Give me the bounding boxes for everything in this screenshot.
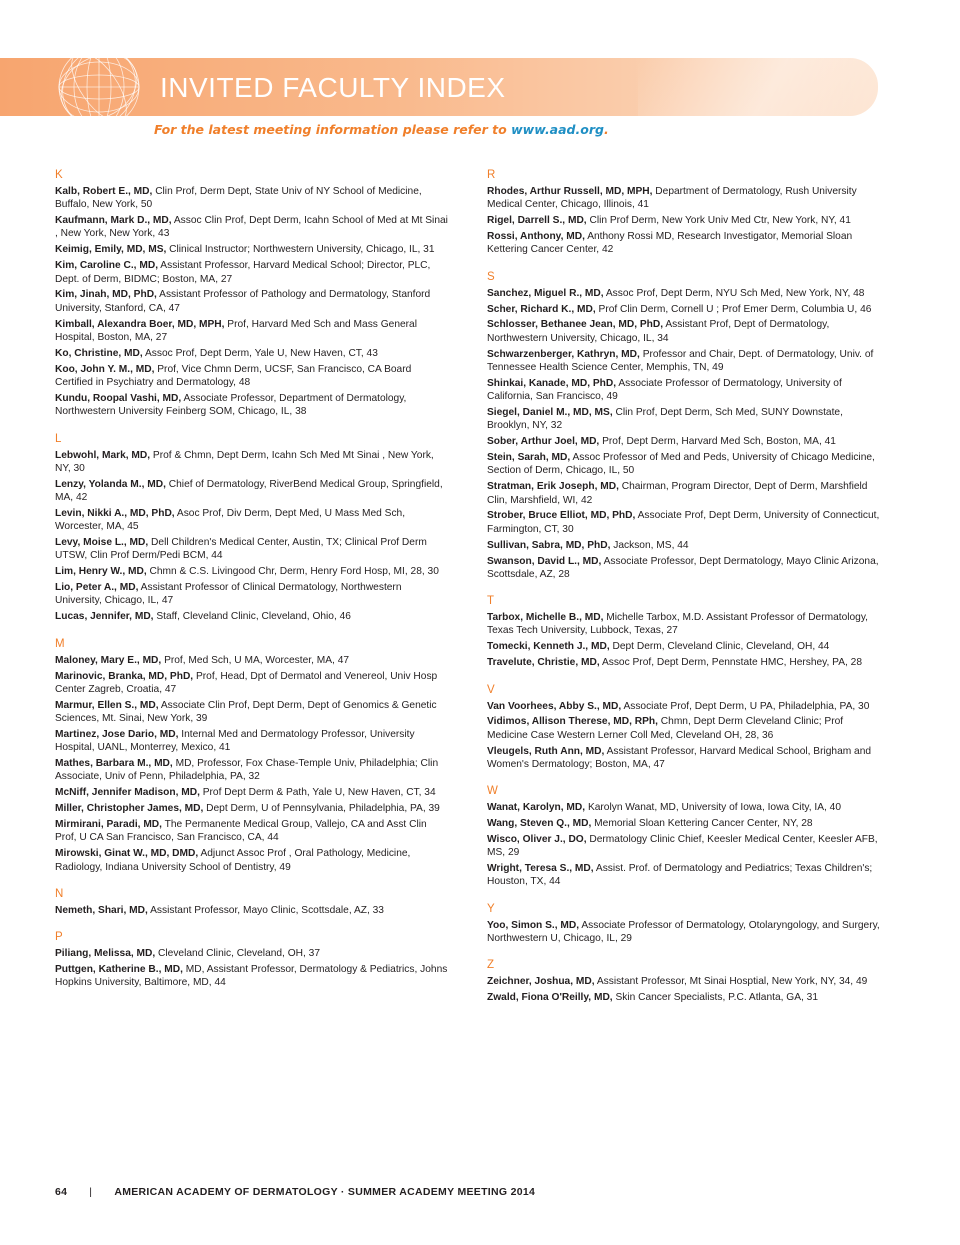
faculty-name: Swanson, David L., MD, (487, 555, 602, 567)
faculty-name: Lenzy, Yolanda M., MD, (55, 478, 166, 490)
faculty-entry (55, 904, 450, 917)
faculty-entry (487, 303, 882, 316)
faculty-name: Rossi, Anthony, MD, (487, 231, 585, 243)
faculty-name: Levy, Moise L., MD, (55, 537, 149, 549)
faculty-affiliation: Chairman, Program Director, Dept of Derm, Marshfield Clin, Marshfield, WI, 42 (487, 481, 868, 506)
section-letter: T (487, 595, 495, 608)
faculty-name: Zwald, Fiona O'Reilly, MD, (487, 992, 613, 1004)
faculty-name: Vleugels, Ruth Ann, MD, (487, 745, 605, 757)
faculty-name: Rhodes, Arthur Russell, MD, MPH, (487, 186, 653, 197)
faculty-affiliation: Department of Dermatology, Rush University Medical Center, Chicago, Illinois, 41 (487, 186, 857, 211)
faculty-entry (55, 363, 450, 390)
faculty-entry (487, 377, 882, 404)
footer-separator: | (89, 1186, 93, 1198)
footer-publication: AMERICAN ACADEMY OF DERMATOLOGY · SUMMER ACADEMY MEETING 2014 (114, 1186, 536, 1198)
faculty-name: Vidimos, Allison Therese, MD, RPh, (487, 716, 658, 728)
globe-logo-icon (56, 44, 142, 130)
faculty-affiliation: Chmn, Dept Derm Cleveland Clinic; Prof Medicine Case Western Lerner Coll Med, Cleveland OH, 28, 36 (487, 716, 844, 741)
faculty-affiliation: Associate Professor of Dermatology, University of California, San Francisco, 49 (487, 377, 842, 403)
faculty-affiliation: Associate Prof, Dept Derm, University of Connecticut, Farmington, CT, 30 (487, 510, 880, 535)
section-letter: W (487, 785, 498, 798)
faculty-name: Kundu, Roopal Vashi, MD, (55, 392, 182, 404)
faculty-name: Marmur, Ellen S., MD, (55, 699, 159, 711)
faculty-name: Tomecki, Kenneth J., MD, (487, 641, 610, 653)
faculty-affiliation: Assoc Prof, Dept Derm, NYU Sch Med, New York, NY, 48 (603, 287, 865, 299)
faculty-entry (55, 185, 450, 212)
faculty-name: Nemeth, Shari, MD, (55, 904, 148, 916)
section-letter: Y (487, 902, 495, 915)
faculty-entry (487, 862, 882, 889)
faculty-entry (487, 318, 882, 345)
faculty-name: Wisco, Oliver J., DO, (487, 833, 587, 845)
section-letter: P (55, 931, 63, 944)
faculty-affiliation: Prof, Head, Dpt of Dermatol and Venereol, Univ Hosp Center Zagreb, Croatia, 47 (55, 670, 438, 695)
faculty-name: Wanat, Karolyn, MD, (487, 802, 586, 814)
faculty-affiliation: Dept Derm, U of Pennsylvania, Philadelphia, PA, 39 (203, 803, 440, 815)
faculty-entry (55, 565, 450, 578)
faculty-affiliation: Skin Cancer Specialists, P.C. Atlanta, GA, 31 (612, 992, 819, 1004)
faculty-name: Kimball, Alexandra Boer, MD, MPH, (55, 318, 225, 330)
faculty-name: Rigel, Darrell S., MD, (487, 215, 587, 227)
faculty-affiliation: Associate Professor of Dermatology, Otolaryngology, and Surgery, Northwestern U, Chicago, IL, 29 (487, 919, 880, 945)
faculty-affiliation: Assistant Prof, Dept of Dermatology, Northwestern University, Chicago, IL, 34 (487, 319, 830, 344)
faculty-name: Martinez, Jose Dario, MD, (55, 728, 179, 740)
faculty-name: Lim, Henry W., MD, (55, 566, 147, 578)
section-letter: L (55, 432, 62, 445)
faculty-name: Piliang, Melissa, MD, (55, 948, 156, 960)
faculty-affiliation: Clin Prof, Dept Derm, Sch Med, SUNY Downstate, Brooklyn, NY, 32 (487, 407, 843, 432)
faculty-name: Tarbox, Michelle B., MD, (487, 612, 604, 624)
faculty-name: Kim, Caroline C., MD, (55, 260, 159, 272)
faculty-name: McNiff, Jennifer Madison, MD, (55, 787, 200, 799)
faculty-entry (487, 435, 882, 448)
faculty-affiliation: Prof, Harvard Med Sch and Mass General Hospital, Boston, MA, 27 (55, 318, 417, 343)
faculty-entry (487, 991, 882, 1004)
faculty-affiliation: Assistant Professor of Pathology and Dermatology, Stanford University, Stanford, CA, 47 (55, 289, 431, 314)
faculty-name: Sanchez, Miguel R., MD, (487, 287, 604, 299)
banner-sheen (638, 58, 878, 116)
faculty-name: Travelute, Christie, MD, (487, 657, 600, 669)
section-letter: R (487, 169, 496, 181)
page-footer (55, 1186, 535, 1198)
index-section-p (55, 930, 450, 989)
faculty-affiliation: Karolyn Wanat, MD, University of Iowa, Iowa City, IA, 40 (585, 802, 842, 814)
faculty-name: Shinkai, Kanade, MD, PhD, (487, 377, 617, 389)
faculty-affiliation: Anthony Rossi MD, Research Investigator, Memorial Sloan Kettering Cancer Center, 42 (487, 231, 853, 256)
faculty-name: Miller, Christopher James, MD, (55, 803, 204, 815)
faculty-affiliation: Clinical Instructor; Northwestern University, Chicago, IL, 31 (166, 244, 435, 256)
faculty-affiliation: Assistant Professor of Clinical Dermatology, Northwestern University, Chicago, IL, 47 (55, 582, 402, 607)
faculty-entry (55, 963, 450, 990)
faculty-affiliation: Assistant Professor, Harvard Medical School, Brigham and Women's Dermatology; Boston, MA, 47 (487, 745, 872, 770)
index-section-y (487, 902, 882, 946)
faculty-affiliation: The Permanente Medical Group, Vallejo, CA and Asst Clin Prof, U CA San Francisco, San Francisco, CA, 44 (55, 819, 427, 844)
faculty-affiliation: Michelle Tarbox, M.D. Assistant Professor of Dermatology, Texas Tech University, Lubbock, Texas, 27 (487, 612, 869, 637)
faculty-name: Koo, John Y. M., MD, (55, 363, 155, 375)
faculty-entry (487, 801, 882, 814)
faculty-affiliation: Associate Prof, Dept Derm, U PA, Philadelphia, PA, 30 (621, 700, 870, 712)
faculty-entry (487, 480, 882, 507)
faculty-entry (487, 185, 882, 212)
section-letter: Z (487, 959, 495, 972)
faculty-entry (487, 406, 882, 433)
faculty-affiliation: Prof, Dept Derm, Harvard Med Sch, Boston, MA, 41 (599, 436, 836, 448)
faculty-affiliation: Jackson, MS, 44 (610, 539, 689, 551)
section-letter: V (487, 683, 495, 696)
faculty-affiliation: Assoc Prof, Dept Derm, Pennstate HMC, Hershey, PA, 28 (599, 657, 863, 669)
faculty-entry (55, 449, 450, 476)
faculty-affiliation: Associate Clin Prof, Dept Derm, Dept of Genomics & Genetic Sciences, Mt. Sinai, New York, 39 (55, 699, 437, 724)
index-section-l (55, 432, 450, 624)
index-section-m (55, 637, 450, 874)
meeting-info-line (154, 122, 609, 137)
faculty-name: Puttgen, Katherine B., MD, (55, 964, 183, 976)
faculty-affiliation: MD, Professor, Fox Chase-Temple Univ, Philadelphia; Clin Associate, Univ of Penn, Philadelphia, PA, 32 (55, 758, 439, 783)
faculty-affiliation: Prof & Chmn, Dept Derm, Icahn Sch Med Mt Sinai , New York, NY, 30 (55, 449, 434, 474)
section-letter: M (55, 637, 65, 650)
faculty-name: Kaufmann, Mark D., MD, (55, 215, 172, 227)
faculty-affiliation: Assoc Clin Prof, Dept Derm, Icahn School of Med at Mt Sinai , New York, New York, 43 (55, 215, 448, 240)
faculty-affiliation: Prof, Med Sch, U MA, Worcester, MA, 47 (161, 654, 350, 666)
faculty-entry (55, 536, 450, 563)
faculty-affiliation: Dept Derm, Cleveland Clinic, Cleveland, OH, 44 (609, 641, 830, 653)
index-section-n (55, 887, 450, 917)
faculty-affiliation: Memorial Sloan Kettering Cancer Center, NY, 28 (591, 818, 813, 830)
faculty-entry (55, 818, 450, 845)
faculty-entry (55, 392, 450, 419)
faculty-entry (55, 802, 450, 815)
faculty-affiliation: Assistant Professor, Mayo Clinic, Scottsdale, AZ, 33 (147, 904, 384, 916)
faculty-entry (55, 610, 450, 623)
faculty-affiliation: Assoc Prof, Dept Derm, Yale U, New Haven, CT, 43 (142, 347, 378, 359)
faculty-name: Yoo, Simon S., MD, (487, 919, 580, 931)
faculty-entry (55, 214, 450, 241)
faculty-name: Mathes, Barbara M., MD, (55, 758, 173, 770)
faculty-entry (487, 611, 882, 638)
faculty-name: Kim, Jinah, MD, PhD, (55, 289, 157, 301)
faculty-entry (55, 581, 450, 608)
faculty-affiliation: Prof Dept Derm & Path, Yale U, New Haven, CT, 34 (199, 787, 436, 799)
left-index-column (55, 168, 450, 1003)
index-section-s (487, 270, 882, 581)
faculty-name: Scher, Richard K., MD, (487, 303, 596, 315)
faculty-entry (487, 745, 882, 772)
meeting-info-text: For the latest meeting information please refer to (154, 122, 512, 137)
faculty-entry (55, 318, 450, 345)
index-section-z (487, 958, 882, 1004)
faculty-entry (55, 728, 450, 755)
faculty-entry (55, 786, 450, 799)
faculty-name: Siegel, Daniel M., MD, MS, (487, 407, 613, 419)
faculty-entry (55, 757, 450, 784)
faculty-affiliation: Professor and Chair, Dept. of Dermatology, Univ. of Tennessee Health Science Center, Memphis, TN, 49 (487, 348, 874, 373)
faculty-entry (487, 975, 882, 988)
faculty-entry (55, 347, 450, 360)
faculty-affiliation: Chief of Dermatology, RiverBend Medical Group, Springfield, MA, 42 (55, 478, 443, 503)
faculty-name: Maloney, Mary E., MD, (55, 654, 162, 666)
faculty-affiliation: MD, Assistant Professor, Dermatology & Pediatrics, Johns Hopkins University, Baltimore, MD, 44 (55, 964, 448, 989)
section-letter: S (487, 270, 495, 283)
faculty-entry (487, 700, 882, 713)
index-section-w (487, 784, 882, 889)
faculty-entry (487, 919, 882, 946)
faculty-entry (55, 670, 450, 697)
faculty-entry (55, 947, 450, 960)
page-title: INVITED FACULTY INDEX (160, 72, 506, 103)
faculty-affiliation: Assistant Professor, Harvard Medical School; Director, PLC, Dept. of Derm, BIDMC; Boston, MA, 27 (55, 260, 431, 285)
faculty-entry (487, 287, 882, 300)
faculty-affiliation: Dell Children's Medical Center, Austin, TX; Clinical Prof Derm UTSW, Clin Prof Derm/Pedi BCM, 44 (55, 537, 427, 562)
faculty-name: Marinovic, Branka, MD, PhD, (55, 670, 194, 682)
faculty-affiliation: Internal Med and Dermatology Professor, University Hospital, UANL, Monterrey, Mexico, 41 (55, 728, 415, 754)
faculty-affiliation: Assist. Prof. of Dermatology and Pediatrics; Texas Children's; Houston, TX, 44 (487, 863, 873, 888)
faculty-affiliation: Associate Professor, Department of Dermatology, Northwestern University Feinberg SOM, Chicago, IL, 38 (55, 392, 407, 418)
faculty-affiliation: Assistant Professor, Mt Sinai Hosptial, New York, NY, 34, 49 (594, 976, 868, 988)
section-letter: N (55, 887, 64, 900)
faculty-entry (487, 555, 882, 582)
faculty-affiliation: Clin Prof Derm, New York Univ Med Ctr, New York, NY, 41 (586, 215, 851, 227)
faculty-entry (55, 699, 450, 726)
faculty-entry (487, 715, 882, 742)
index-section-k (55, 168, 450, 419)
index-section-t (487, 594, 882, 669)
faculty-entry (487, 214, 882, 227)
faculty-name: Lebwohl, Mark, MD, (55, 449, 151, 461)
aad-website-link[interactable]: www.aad.org (511, 122, 604, 137)
faculty-affiliation: Prof, Vice Chmn Derm, UCSF, San Francisco, CA Board Certified in Psychiatry and Dermatology, 48 (55, 363, 412, 389)
faculty-entry (487, 833, 882, 860)
faculty-name: Zeichner, Joshua, MD, (487, 976, 595, 988)
faculty-affiliation: Clin Prof, Derm Dept, State Univ of NY School of Medicine, Buffalo, New York, 50 (55, 186, 422, 211)
faculty-name: Kalb, Robert E., MD, (55, 186, 153, 197)
faculty-entry (487, 230, 882, 257)
faculty-affiliation: Cleveland Clinic, Cleveland, OH, 37 (155, 948, 320, 960)
faculty-entry (55, 654, 450, 667)
faculty-entry (487, 817, 882, 830)
faculty-name: Lio, Peter A., MD, (55, 582, 139, 594)
faculty-name: Wright, Teresa S., MD, (487, 863, 594, 875)
faculty-name: Levin, Nikki A., MD, PhD, (55, 507, 175, 519)
faculty-entry (487, 539, 882, 552)
faculty-entry (55, 288, 450, 315)
faculty-affiliation: Asoc Prof, Div Derm, Dept Med, U Mass Med Sch, Worcester, MA, 45 (55, 507, 406, 533)
faculty-affiliation: Adjunct Assoc Prof , Oral Pathology, Medicine, Radiology, Indiana University School of Dentistry, 49 (55, 848, 411, 873)
faculty-name: Mirowski, Ginat W., MD, DMD, (55, 848, 199, 860)
faculty-entry (487, 348, 882, 375)
faculty-entry (55, 259, 450, 286)
faculty-affiliation: Dermatology Clinic Chief, Keesler Medical Center, Keesler AFB, MS, 29 (487, 833, 878, 859)
section-letter: K (55, 169, 63, 181)
faculty-entry (487, 656, 882, 669)
faculty-affiliation: Associate Professor, Dept Dermatology, Mayo Clinic Arizona, Scottsdale, AZ, 28 (487, 555, 879, 580)
faculty-name: Sober, Arthur Joel, MD, (487, 436, 600, 448)
faculty-entry (55, 243, 450, 256)
faculty-affiliation: Staff, Cleveland Clinic, Cleveland, Ohio, 46 (153, 611, 351, 623)
faculty-name: Stein, Sarah, MD, (487, 452, 571, 464)
faculty-entry (487, 640, 882, 653)
faculty-name: Wang, Steven Q., MD, (487, 818, 592, 830)
faculty-entry (487, 509, 882, 536)
index-section-r (487, 168, 882, 257)
right-index-column (487, 168, 882, 1018)
faculty-entry (55, 507, 450, 534)
faculty-name: Sullivan, Sabra, MD, PhD, (487, 539, 611, 551)
faculty-entry (55, 847, 450, 874)
meeting-info-period: . (603, 122, 609, 137)
faculty-name: Keimig, Emily, MD, MS, (55, 244, 167, 256)
faculty-name: Strober, Bruce Elliot, MD, PhD, (487, 510, 636, 522)
faculty-name: Lucas, Jennifer, MD, (55, 611, 154, 623)
faculty-entry (487, 451, 882, 478)
faculty-name: Schlosser, Bethanee Jean, MD, PhD, (487, 319, 664, 331)
page-number: 64 (55, 1186, 68, 1198)
faculty-name: Mirmirani, Paradi, MD, (55, 819, 162, 831)
faculty-affiliation: Prof Clin Derm, Cornell U ; Prof Emer Derm, Columbia U, 46 (595, 303, 872, 315)
faculty-entry (55, 478, 450, 505)
faculty-name: Ko, Christine, MD, (55, 347, 143, 359)
faculty-name: Schwarzenberger, Kathryn, MD, (487, 348, 640, 360)
faculty-name: Stratman, Erik Joseph, MD, (487, 481, 619, 493)
faculty-affiliation: Assoc Professor of Med and Peds, University of Chicago Medicine, Section of Derm, Chicago, IL, 50 (487, 452, 875, 477)
index-section-v (487, 683, 882, 772)
faculty-affiliation: Chmn & C.S. Livingood Chr, Derm, Henry Ford Hosp, MI, 28, 30 (146, 566, 439, 578)
faculty-name: Van Voorhees, Abby S., MD, (487, 700, 622, 712)
